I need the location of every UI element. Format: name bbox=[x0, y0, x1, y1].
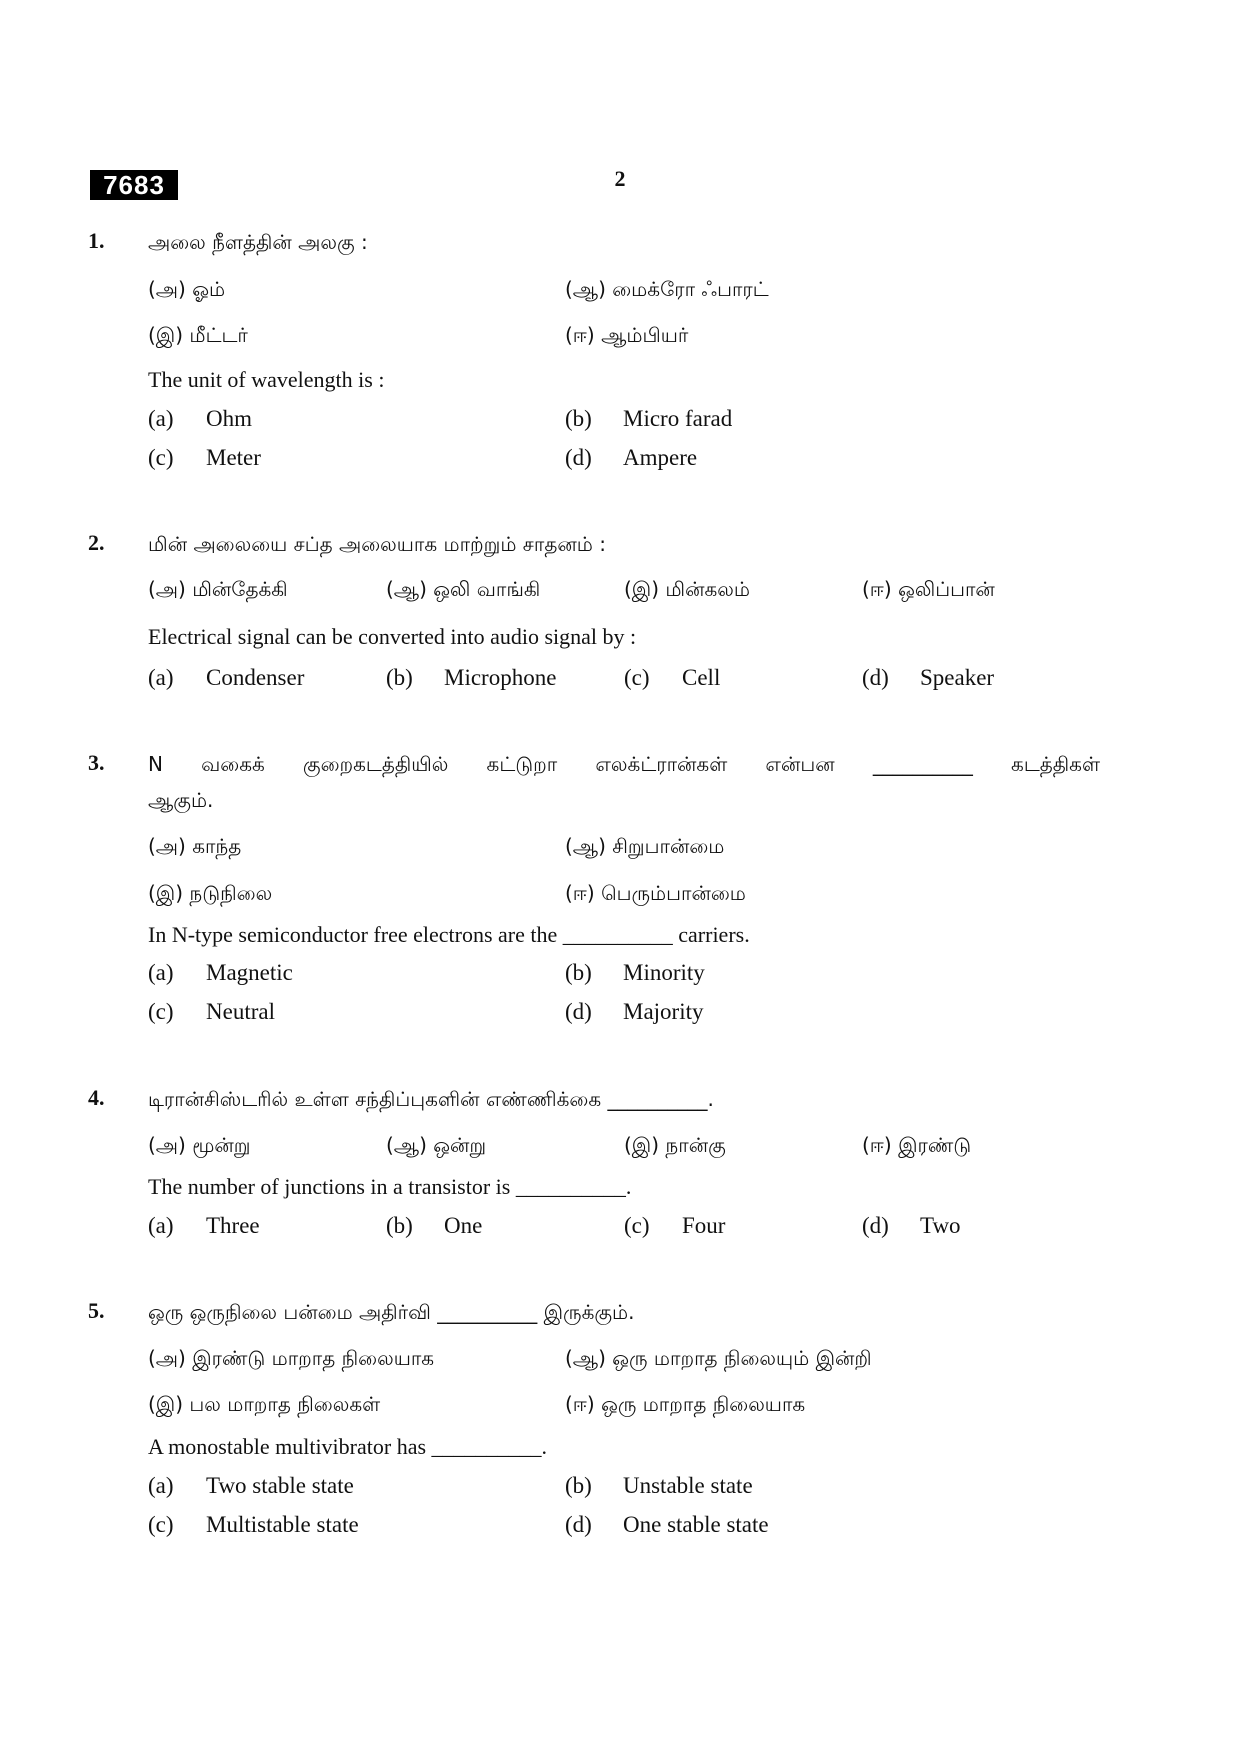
question-number: 4. bbox=[88, 1085, 105, 1110]
english-option-d bbox=[565, 999, 704, 1025]
option-label: (d) bbox=[862, 1213, 889, 1238]
option-text: Multistable state bbox=[206, 1512, 359, 1537]
english-option-a bbox=[148, 1473, 354, 1499]
tamil-option-a: (அ) இரண்டு மாறாத நிலையாக bbox=[148, 1346, 435, 1370]
option-label: (c) bbox=[148, 999, 174, 1024]
option-text: One stable state bbox=[623, 1512, 769, 1537]
paper-code: 7683 bbox=[90, 170, 178, 200]
option-text: Minority bbox=[623, 960, 705, 985]
question-number: 2. bbox=[88, 530, 105, 555]
tamil-option-a: (அ) மூன்று bbox=[148, 1133, 251, 1157]
option-label: (a) bbox=[148, 960, 174, 985]
english-option-b bbox=[565, 960, 705, 986]
option-label: (c) bbox=[624, 665, 650, 690]
english-option-a bbox=[148, 1213, 260, 1239]
english-option-d bbox=[565, 1512, 769, 1538]
option-text: Three bbox=[206, 1213, 260, 1238]
option-label: (a) bbox=[148, 665, 174, 690]
tamil-option-b: (ஆ) ஒலி வாங்கி bbox=[386, 577, 541, 601]
option-text: Micro farad bbox=[623, 406, 733, 431]
option-label: (d) bbox=[862, 665, 889, 690]
tamil-option-c: (இ) நான்கு bbox=[624, 1133, 726, 1157]
option-label: (b) bbox=[386, 1213, 413, 1238]
tamil-question: N வகைக் குறைகடத்தியில் கட்டுறா எலக்ட்ரான்கள் என்பன __________ கடத்திகள் bbox=[148, 752, 1100, 776]
tamil-option-b: (ஆ) ஒரு மாறாத நிலையும் இன்றி bbox=[565, 1346, 872, 1370]
option-text: Cell bbox=[682, 665, 721, 690]
option-text: Magnetic bbox=[206, 960, 293, 985]
english-option-b bbox=[386, 1213, 482, 1239]
option-text: Unstable state bbox=[623, 1473, 753, 1498]
option-text: Condenser bbox=[206, 665, 305, 690]
english-option-b bbox=[565, 406, 732, 432]
english-question: Electrical signal can be converted into audio signal by : bbox=[148, 624, 637, 649]
option-text: Four bbox=[682, 1213, 726, 1238]
option-label: (b) bbox=[565, 406, 592, 431]
tamil-option-c: (இ) மின்கலம் bbox=[624, 577, 750, 601]
option-text: Two stable state bbox=[206, 1473, 354, 1498]
english-option-a bbox=[148, 406, 252, 432]
tamil-option-d: (ஈ) இரண்டு bbox=[862, 1133, 972, 1157]
tamil-question: ஒரு ஒருநிலை பன்மை அதிர்வி __________ இருக்கும். bbox=[148, 1300, 635, 1324]
option-label: (b) bbox=[565, 1473, 592, 1498]
option-label: (d) bbox=[565, 999, 592, 1024]
english-option-a bbox=[148, 960, 293, 986]
option-text: Ampere bbox=[623, 445, 698, 470]
tamil-option-b: (ஆ) சிறுபான்மை bbox=[565, 834, 725, 858]
english-option-b bbox=[565, 1473, 753, 1499]
option-label: (b) bbox=[565, 960, 592, 985]
tamil-option-c: (இ) பல மாறாத நிலைகள் bbox=[148, 1392, 381, 1416]
english-option-d bbox=[862, 665, 994, 691]
option-text: Speaker bbox=[920, 665, 995, 690]
english-question: The unit of wavelength is : bbox=[148, 367, 385, 392]
option-text: Microphone bbox=[444, 665, 557, 690]
option-text: One bbox=[444, 1213, 483, 1238]
option-label: (d) bbox=[565, 1512, 592, 1537]
english-option-c bbox=[148, 445, 261, 471]
option-label: (c) bbox=[148, 1512, 174, 1537]
question-number: 3. bbox=[88, 750, 105, 775]
tamil-question: டிரான்சிஸ்டரில் உள்ள சந்திப்புகளின் எண்ணிக்கை __________. bbox=[148, 1087, 714, 1111]
option-text: Ohm bbox=[206, 406, 252, 431]
english-option-c bbox=[624, 665, 720, 691]
english-option-a bbox=[148, 665, 304, 691]
option-label: (c) bbox=[148, 445, 174, 470]
page-number: 2 bbox=[614, 166, 626, 191]
option-text: Neutral bbox=[206, 999, 275, 1024]
english-question: The number of junctions in a transistor is __________. bbox=[148, 1174, 632, 1199]
tamil-question: மின் அலையை சப்த அலையாக மாற்றும் சாதனம் : bbox=[148, 532, 606, 556]
english-option-b bbox=[386, 665, 556, 691]
tamil-option-d: (ஈ) ஆம்பியர் bbox=[565, 323, 689, 347]
option-text: Two bbox=[920, 1213, 961, 1238]
english-option-c bbox=[148, 1512, 359, 1538]
option-text: Meter bbox=[206, 445, 261, 470]
option-label: (a) bbox=[148, 1213, 174, 1238]
english-option-c bbox=[148, 999, 275, 1025]
option-text: Majority bbox=[623, 999, 704, 1024]
english-question: In N-type semiconductor free electrons are the __________ carriers. bbox=[148, 922, 750, 947]
option-label: (c) bbox=[624, 1213, 650, 1238]
tamil-option-c: (இ) மீட்டர் bbox=[148, 323, 248, 347]
option-label: (a) bbox=[148, 1473, 174, 1498]
option-label: (a) bbox=[148, 406, 174, 431]
tamil-option-a: (அ) காந்த bbox=[148, 834, 242, 858]
tamil-option-a: (அ) ஓம் bbox=[148, 277, 226, 301]
tamil-option-b: (ஆ) மைக்ரோ ஃபாரட் bbox=[565, 277, 769, 301]
english-option-d bbox=[862, 1213, 961, 1239]
tamil-option-d: (ஈ) பெரும்பான்மை bbox=[565, 881, 746, 905]
tamil-option-c: (இ) நடுநிலை bbox=[148, 881, 273, 905]
tamil-question: அலை நீளத்தின் அலகு : bbox=[148, 230, 368, 254]
tamil-option-d: (ஈ) ஒலிப்பான் bbox=[862, 577, 995, 601]
option-label: (b) bbox=[386, 665, 413, 690]
tamil-option-d: (ஈ) ஒரு மாறாத நிலையாக bbox=[565, 1392, 806, 1416]
option-label: (d) bbox=[565, 445, 592, 470]
english-option-d bbox=[565, 445, 697, 471]
english-question: A monostable multivibrator has __________. bbox=[148, 1434, 548, 1459]
question-number: 1. bbox=[88, 228, 105, 253]
tamil-question-continued: ஆகும். bbox=[148, 788, 214, 812]
tamil-option-b: (ஆ) ஒன்று bbox=[386, 1133, 487, 1157]
question-number: 5. bbox=[88, 1298, 105, 1323]
english-option-c bbox=[624, 1213, 725, 1239]
tamil-option-a: (அ) மின்தேக்கி bbox=[148, 577, 288, 601]
